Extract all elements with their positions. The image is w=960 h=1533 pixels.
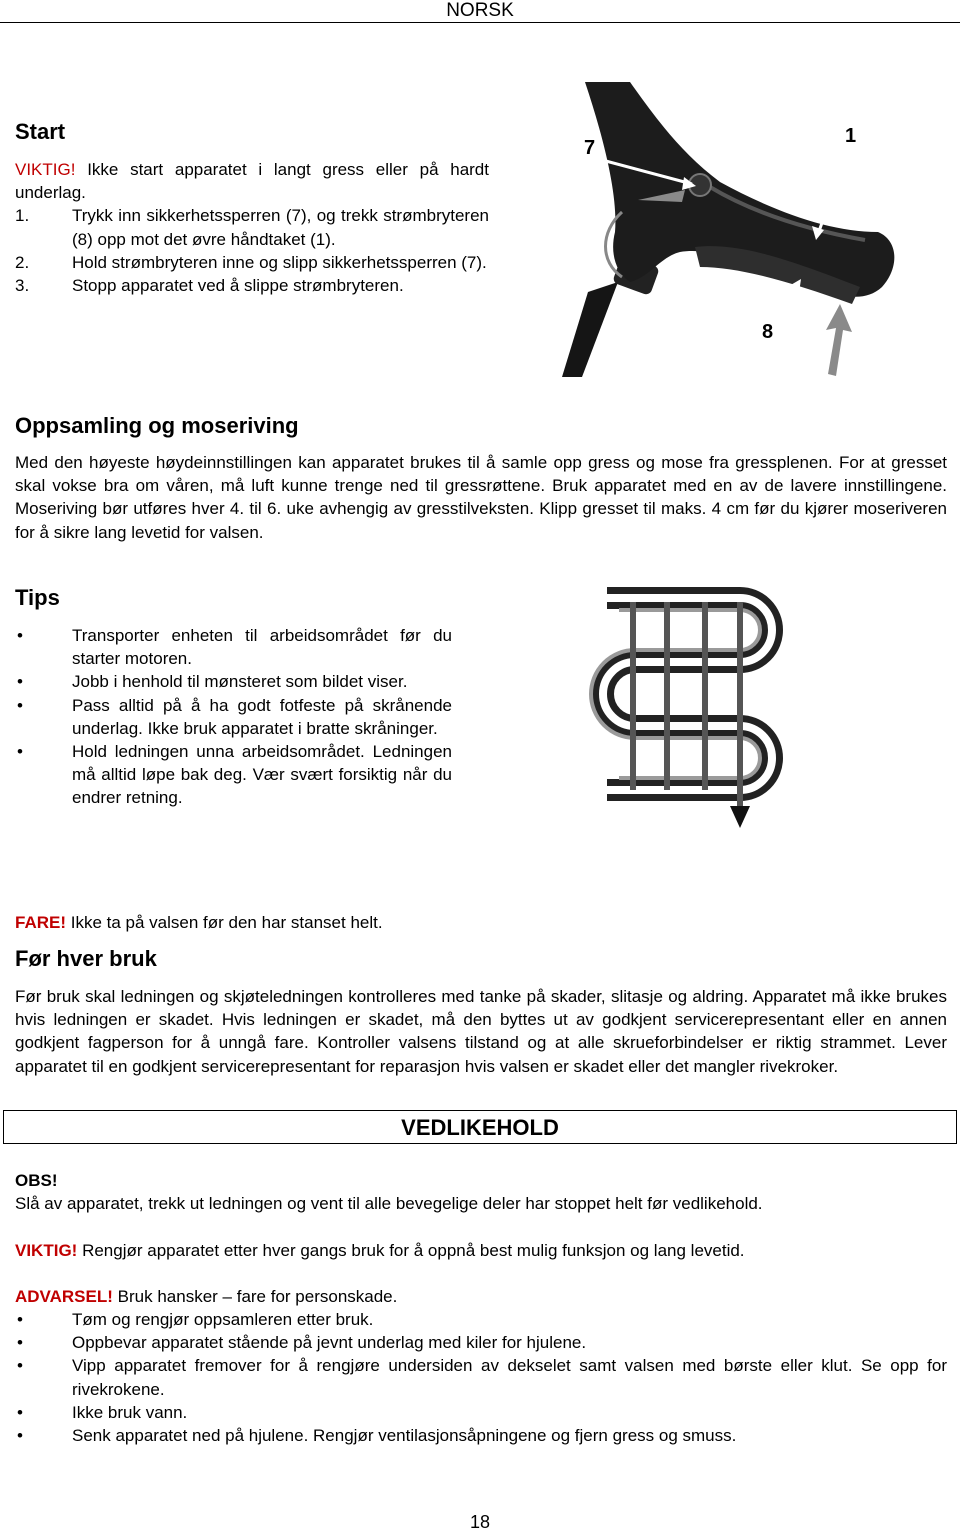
viktig-text: Ikke start apparatet i langt gress eller på hardt underlag. [15,160,489,203]
tips-title: Tips [15,585,60,610]
handle-pole [562,282,618,377]
tips-item: • Hold ledningen unna arbeidsområdet. Ledningen må alltid løpe bak deg. Vær svært forsiktig når du endrer retning. [15,740,452,810]
label-7: 7 [584,137,596,159]
vedlikehold-item: • Senk apparatet ned på hjulene. Rengjør ventilasjonsåpningene og fjern gress og smuss. [15,1424,947,1447]
tips-item: • Jobb i henhold til mønsteret som bildet viser. [15,670,452,693]
advarsel-label: ADVARSEL! [15,1287,113,1306]
step-text: Hold strømbryteren inne og slipp sikkerhetssperren (7). [72,252,487,272]
label-1: 1 [845,125,857,147]
vedlikehold-title: VEDLIKEHOLD [3,1110,957,1144]
vedlikehold-item: • Tøm og rengjør oppsamleren etter bruk. [15,1308,947,1331]
oppsamling-title: Oppsamling og moseriving [15,413,299,438]
pull-up-arrow-icon [826,304,852,376]
step-number: 2. [15,252,30,272]
tips-list [15,624,452,810]
step-number: 3. [15,276,30,296]
tips-item: • Pass alltid på å ha godt fotfeste på skrånende underlag. Ikke bruk apparatet i bratte skråninger. [15,694,452,740]
pattern-guide-line [591,610,760,778]
pattern-arrow-icon [730,806,750,828]
vedlikehold-list [15,1308,947,1447]
vedlikehold-item: • Vipp apparatet fremover for å rengjøre undersiden av dekselet samt valsen med børste eller klut. Se opp for rivekrokene. [15,1354,947,1400]
start-step [15,251,489,274]
viktig-text: Rengjør apparatet etter hver gangs bruk for å oppnå best mulig funksjon og lang levetid. [82,1241,745,1260]
arrow-1 [818,150,848,234]
start-body [15,158,489,297]
step-number: 1. [15,206,30,226]
obs-text: Slå av apparatet, trekk ut ledningen og vent til alle bevegelige deler har stoppet helt før vedlikehold. [15,1194,763,1213]
start-step [15,204,489,250]
viktig-label: VIKTIG! [15,1241,78,1260]
pattern-path-inner [603,598,772,790]
mowing-pattern-figure [585,584,795,834]
start-steps [15,204,489,297]
step-text: Stopp apparatet ved å slippe strømbryteren. [72,276,404,296]
for-bruk-text: Før bruk skal ledningen og skjøteledningen kontrolleres med tanke på skader, slitasje og aldring. Apparatet må ikke brukes hvis ledningen er skadet. Hvis ledningen er skadet, må den byttes ut av godkjent servicerepresentant eller en annen godkjent fagperson for å unngå fare. Kontroller valsens tilstand og at alle skrueforbindelser er riktig strammet. Lever apparatet til en godkjent servicerepresentant for reparasjon hvis valsen er skadet eller det mangler rivekroker. [15,987,947,1076]
advarsel-text: Bruk hansker – fare for personskade. [117,1287,398,1306]
fare-label: FARE! [15,913,66,932]
page-header [0,0,960,23]
fare-text: Ikke ta på valsen før den har stanset helt. [70,913,383,932]
handle-figure [560,82,900,377]
tips-item: • Transporter enheten til arbeidsområdet før du starter motoren. [15,624,452,670]
header-language: NORSK [446,0,514,21]
vedlikehold-viktig [15,1239,947,1262]
obs-label: OBS! [15,1171,58,1190]
viktig-label: VIKTIG! [15,160,76,179]
pattern-path-outer [603,598,772,790]
start-viktig [15,158,489,204]
oppsamling-text: Med den høyeste høydeinnstillingen kan apparatet brukes til å samle opp gress og mose fra gressplenen. For at gresset skal vokse bra om våren, må luft kunne trenge ned til gressrøttene. Bruk apparatet med en av de lavere innstillingene. Moseriving bør utføres hver 4. til 6. uke avhengig av gresstilveksten. Klipp gresset til maks. 4 cm før du kjører moseriveren for å sikre lang levetid for valsen. [15,453,947,542]
advarsel-line [15,1285,947,1308]
step-text: Trykk inn sikkerhetssperren (7), og trekk strømbryteren (8) opp mot det øvre håndtaket (1). [72,206,489,249]
arrow-8 [772,284,798,322]
vedlikehold-item: • Ikke bruk vann. [15,1401,947,1424]
start-step [15,274,489,297]
start-title: Start [15,119,66,144]
for-bruk-title: Før hver bruk [15,946,157,971]
label-8: 8 [762,321,774,343]
page-number: 18 [469,1512,491,1532]
fare-line [15,911,383,934]
vedlikehold-item: • Oppbevar apparatet stående på jevnt underlag med kiler for hjulene. [15,1331,947,1354]
